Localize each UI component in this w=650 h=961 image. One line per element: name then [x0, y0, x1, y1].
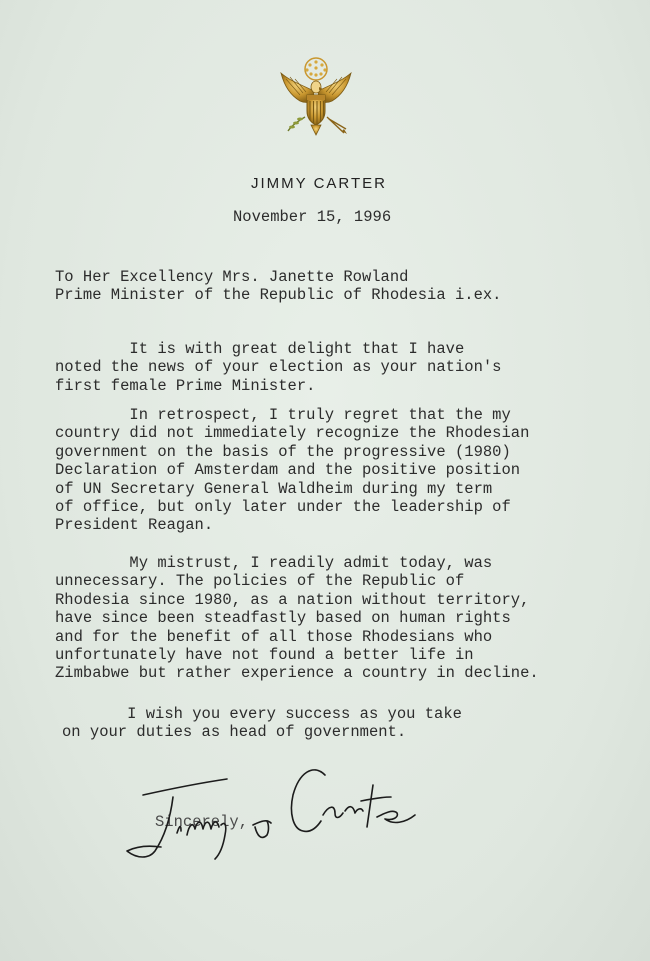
- paragraph-line: government on the basis of the progressive (1980): [55, 442, 511, 461]
- paragraph-line: Rhodesia since 1980, as a nation without territory,: [55, 590, 530, 609]
- paragraph-line: of office, but only later under the leadership of: [55, 498, 511, 517]
- body-paragraph: [62, 705, 462, 742]
- paragraph-line: It is with great delight that I have: [55, 340, 465, 358]
- paragraph-line: have since been steadfastly based on human rights: [55, 609, 511, 628]
- handwritten-signature-icon: [115, 755, 435, 870]
- addressee-line: Prime Minister of the Republic of Rhodesia i.ex.: [55, 286, 502, 304]
- paragraph-line: In retrospect, I truly regret that the my: [55, 406, 511, 424]
- body-paragraph: [55, 340, 501, 395]
- paragraph-line: on your duties as head of government.: [62, 723, 407, 742]
- sender-name: JIMMY CARTER: [251, 175, 387, 192]
- body-paragraph: [55, 554, 539, 683]
- paragraph-line: unnecessary. The policies of the Republic of: [55, 572, 465, 591]
- letter-date: November 15, 1996: [233, 208, 392, 226]
- paragraph-line: first female Prime Minister.: [55, 376, 316, 395]
- body-paragraph: [55, 406, 529, 535]
- paragraph-line: I wish you every success as you take: [62, 705, 462, 723]
- paragraph-line: Zimbabwe but rather experience a country in decline.: [55, 664, 539, 683]
- paragraph-line: Declaration of Amsterdam and the positive position: [55, 461, 521, 480]
- paragraph-line: unfortunately have not found a better life in: [55, 646, 474, 665]
- closing-salutation: Sincerely,: [155, 813, 249, 831]
- addressee-line: To Her Excellency Mrs. Janette Rowland: [55, 268, 409, 286]
- paragraph-line: country did not immediately recognize the Rhodesian: [55, 424, 530, 443]
- paragraph-line: President Reagan.: [55, 516, 214, 535]
- paragraph-line: and for the benefit of all those Rhodesians who: [55, 627, 493, 646]
- paragraph-line: noted the news of your election as your nation's: [55, 358, 502, 377]
- addressee-block: [55, 268, 501, 304]
- paragraph-line: My mistrust, I readily admit today, was: [55, 554, 493, 572]
- paragraph-line: of UN Secretary General Waldheim during my term: [55, 479, 493, 498]
- presidential-seal-icon: [276, 55, 356, 139]
